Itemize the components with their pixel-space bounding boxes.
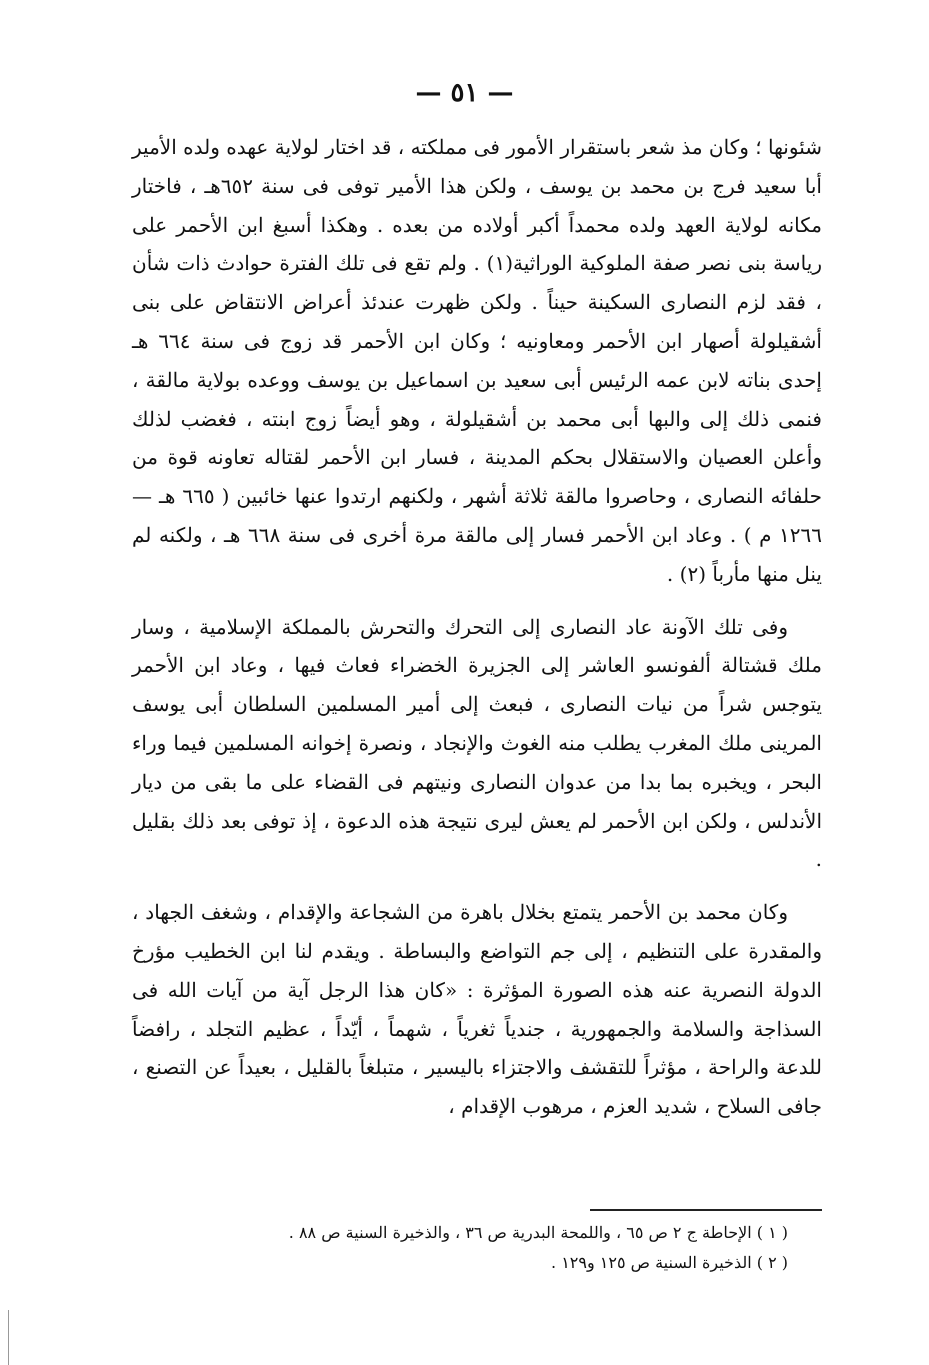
footnote-divider: [590, 1209, 822, 1211]
scan-margin-mark: [8, 1310, 9, 1365]
footnotes: [190, 1218, 788, 1278]
paragraph: وكان محمد بن الأحمر يتمتع بخلال باهرة من الشجاعة والإقدام ، وشغف الجهاد ، والمقدرة على التنظيم ، إلى جم التواضع والبساطة . ويقدم لنا ابن الخطيب مؤرخ الدولة النصرية عنه هذه الصورة المؤثرة : «كان هذا الرجل آية من آيات الله فى السذاجة والسلامة والجمهورية ، جندياً ثغرياً ، شهماً ، أيّداً ، عظيم التجلد ، رافضاً للدعة والراحة ، مؤثراً للتقشف والاجتزاء باليسير ، متبلغاً بالقليل ، بعيداً عن التصنع ، جافى السلاح ، شديد العزم ، مرهوب الإقدام ،: [132, 900, 822, 1119]
page-number: — ٥١ —: [415, 78, 514, 108]
paragraph: شئونها ؛ وكان مذ شعر باستقرار الأمور فى مملكته ، قد اختار لولاية عهده ولده الأمير أبا سعيد فرج بن محمد بن يوسف ، ولكن هذا الأمير توفى فى سنة ٦٥٢هـ ، فاختار مكانه لولاية العهد ولده محمداً أكبر أولاده من بعده . وهكذا أسبغ ابن الأحمر على رياسة بنى نصر صفة الملوكية الوراثية(١) . ولم تقع فى تلك الفترة حوادث ذات شأن ، فقد لزم النصارى السكينة حيناً . ولكن ظهرت عندئذ أعراض الانتقاض على بنى أشقيلولة أصهار ابن الأحمر ومعاونيه ؛ وكان ابن الأحمر قد زوج فى سنة ٦٦٤ هـ إحدى بناته لابن عمه الرئيس أبى سعيد بن اسماعيل بن يوسف ووعده بولاية مالقة ، فنمى ذلك إلى والبها أبى محمد بن أشقيلولة ، وهو أيضاً زوج ابنته ، فغضب لذلك وأعلن العصيان والاستقلال بحكم المدينة ، فسار ابن الأحمر لقتاله تعاونه قوة من حلفائه النصارى ، وحاصروا مالقة ثلاثة أشهر ، ولكنهم ارتدوا عنها خائبين ( ٦٦٥ هـ — ١٢٦٦ م ) . وعاد ابن الأحمر فسار إلى مالقة مرة أخرى فى سنة ٦٦٨ هـ ، ولكنه لم ينل منها مأرباً (٢) .: [132, 135, 822, 586]
paragraph: وفى تلك الآونة عاد النصارى إلى التحرك والتحرش بالمملكة الإسلامية ، وسار ملك قشتالة ألفونسو العاشر إلى الجزيرة الخضراء فعاث فيها ، وعاد ابن الأحمر يتوجس شراً من نيات النصارى ، فبعث إلى أمير المسلمين السلطان أبى يوسف المرينى ملك المغرب يطلب منه الغوث والإنجاد ، ونصرة إخوانه المسلمين فيما وراء البحر ، ويخبره بما بدا من عدوان النصارى ونيتهم فى القضاء على ما بقى من ديار الأندلس ، ولكن ابن الأحمر لم يعش ليرى نتيجة هذه الدعوة ، إذ توفى بعد ذلك بقليل .: [132, 614, 822, 872]
body-text: [132, 128, 822, 1126]
footnote: ( ١ ) الإحاطة ج ٢ ص ٦٥ ، واللمحة البدرية ص ٣٦ ، والذخيرة السنية ص ٨٨ .: [288, 1223, 788, 1242]
footnote: ( ٢ ) الذخيرة السنية ص ١٢٥ و١٢٩ .: [551, 1253, 788, 1272]
